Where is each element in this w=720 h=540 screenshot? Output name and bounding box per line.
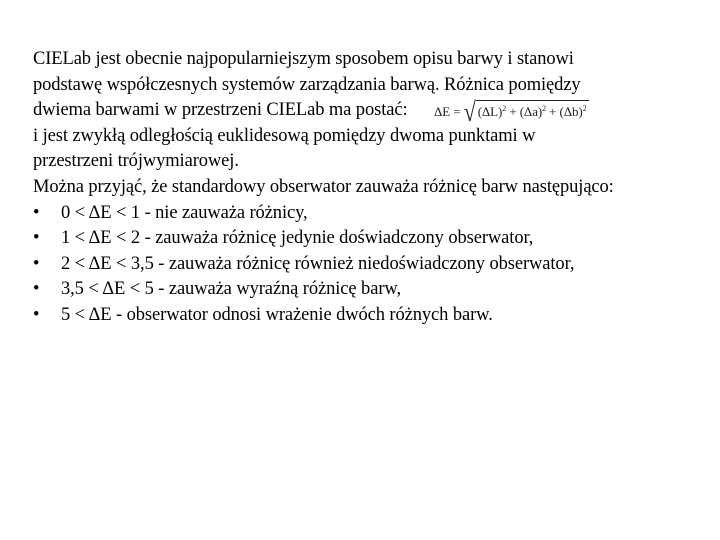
paragraph3-line1: Można przyjąć, że standardowy obserwator zauważa różnicę barw następująco: (33, 176, 614, 197)
list-item-text: 2 < ΔE < 3,5 - zauważa różnicę również niedoświadczony obserwator, (61, 253, 575, 274)
paragraph2-line2: przestrzeni trójwymiarowej. (33, 151, 239, 172)
list-item-text: 3,5 < ΔE < 5 - zauważa wyraźną różnicę barw, (61, 279, 401, 300)
formula-term-l: (ΔL) (477, 104, 503, 120)
paragraph1-line3 (33, 95, 703, 128)
list-item-text: 0 < ΔE < 1 - nie zauważa różnicy, (61, 202, 308, 223)
formula-exp-2: 2 (542, 104, 546, 114)
paragraph1-line1: CIELab jest obecnie najpopularniejszym sposobem opisu barwy i stanowi (33, 49, 574, 69)
bullet-icon: • (33, 279, 40, 300)
delta-e-formula (434, 95, 589, 128)
formula-eq: = (453, 104, 461, 120)
paragraph1-line3-text: dwiema barwami w przestrzeni CIELab ma postać: (33, 100, 408, 121)
bullet-icon: • (33, 202, 40, 223)
bullet-icon: • (33, 253, 40, 274)
sqrt-icon: √ (463, 95, 476, 128)
formula-plus-1: + (509, 104, 517, 120)
text-block (33, 47, 703, 329)
formula-term-b: (Δb) (559, 104, 583, 120)
bullet-icon: • (33, 304, 40, 325)
list-item-text: 1 < ΔE < 2 - zauważa różnicę jedynie doświadczony obserwator, (61, 228, 534, 249)
list-item (33, 252, 703, 278)
formula-lhs: ΔE (434, 104, 451, 120)
formula-exp-1: 2 (502, 104, 507, 114)
paragraph2-line1: i jest zwykłą odległością euklidesową pomiędzy dwoma punktami w (33, 125, 536, 146)
list-item (33, 277, 703, 303)
bullet-icon: • (33, 228, 40, 249)
formula-radicand (476, 100, 589, 118)
list-item-text: 5 < ΔE - obserwator odnosi wrażenie dwóch różnych barw. (61, 304, 493, 325)
formula-exp-3: 2 (582, 104, 587, 114)
paragraph1-line2: podstawę współczesnych systemów zarządzania barwą. Różnica pomiędzy (33, 74, 581, 95)
list-item (33, 303, 703, 329)
list-item (33, 201, 703, 227)
list-item (33, 226, 703, 252)
formula-plus-2: + (549, 104, 557, 120)
threshold-list (33, 201, 703, 329)
formula-term-a: (Δa) (519, 104, 543, 120)
